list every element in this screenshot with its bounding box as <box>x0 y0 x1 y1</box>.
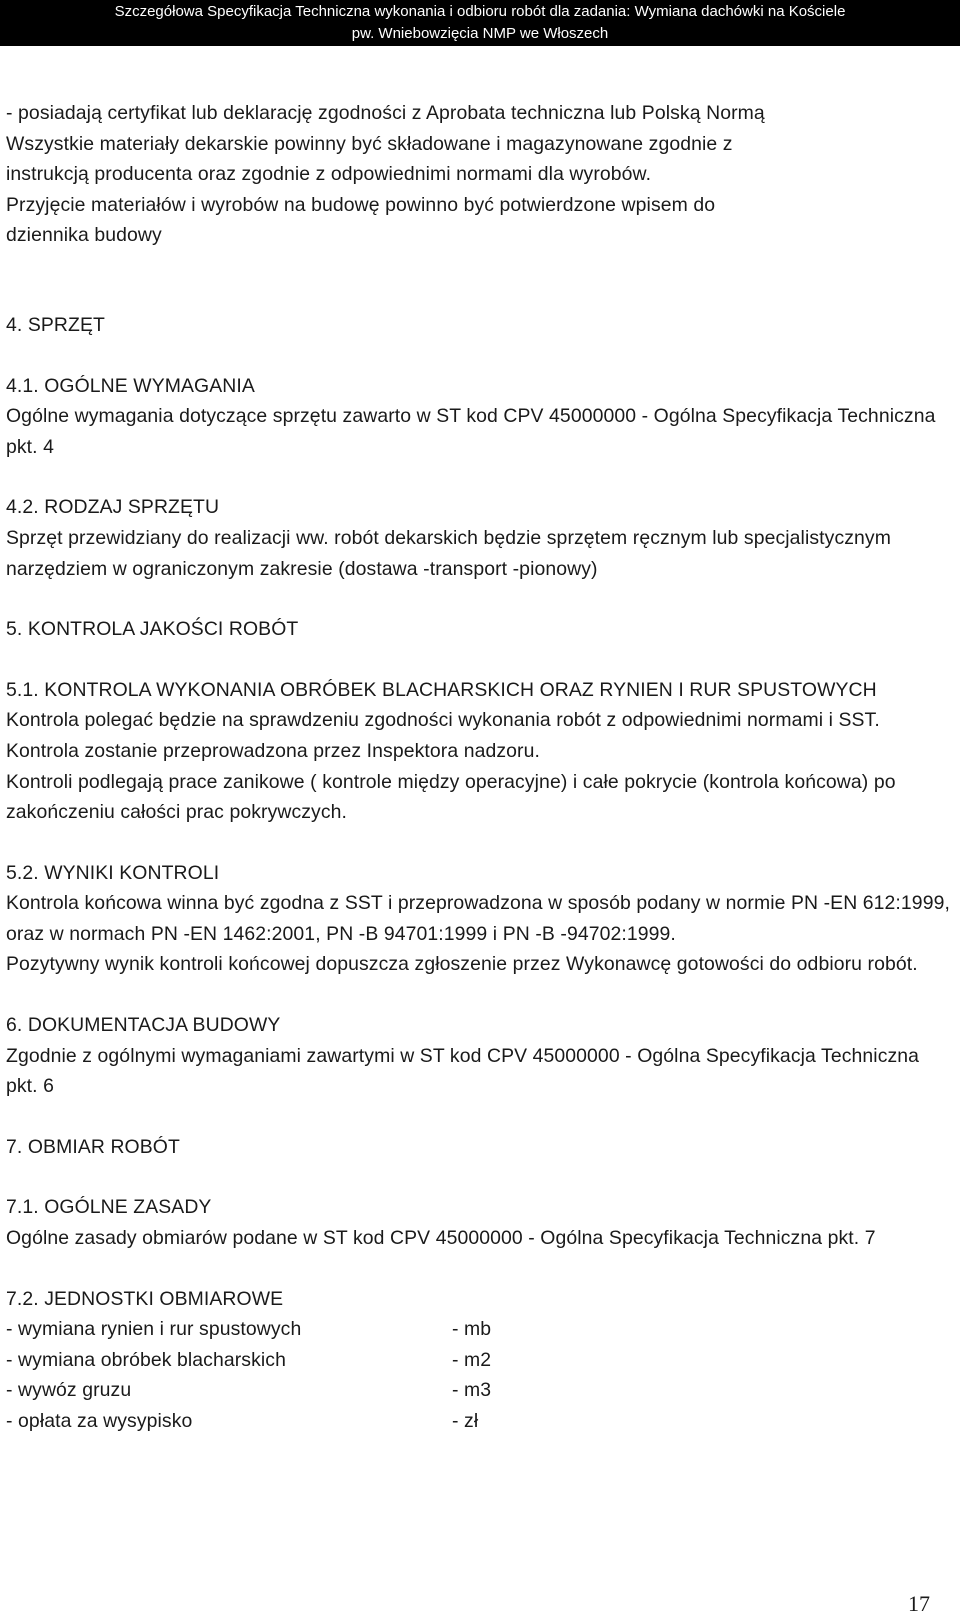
section-4-2-heading: 4.2. RODZAJ SPRZĘTU <box>6 496 220 519</box>
section-7-1-heading: 7.1. OGÓLNE ZASADY <box>6 1196 212 1219</box>
spacer <box>6 462 951 492</box>
units-row <box>6 1406 951 1437</box>
section-5-2-text: Kontrola końcowa winna być zgodna z SST i przeprowadzona w sposób podany w normie PN -EN 612:1999, oraz w normach PN -EN 1462:2001, PN -B 94701:1999 i PN -B -94702:1999. <box>6 892 950 945</box>
units-row <box>6 1345 951 1376</box>
unit-item-value: - zł <box>452 1410 479 1432</box>
section-6-text: Zgodnie z ogólnymi wymaganiami zawartymi w ST kod CPV 45000000 - Ogólna Specyfikacja Techniczna pkt. 6 <box>6 1044 920 1098</box>
unit-item-value: - mb <box>452 1318 492 1341</box>
unit-item-value: - m3 <box>452 1379 492 1402</box>
section-5-1-heading: 5.1. KONTROLA WYKONANIA OBRÓBEK BLACHARSKICH ORAZ RYNIEN I RUR SPUSTOWYCH <box>6 678 877 701</box>
section-5-1-text: Kontroli podlegają prace zanikowe ( kontrole między operacyjne) i całe pokrycie (kontrola końcowa) po zakończeniu całości prac pokrywczych. <box>6 770 896 824</box>
unit-item-name: - wymiana rynien i rur spustowych <box>6 1318 302 1341</box>
spacer <box>6 828 951 858</box>
spacer <box>6 1102 951 1132</box>
units-row <box>6 1375 951 1406</box>
section-6-heading: 6. DOKUMENTACJA BUDOWY <box>6 1014 281 1037</box>
section-7-heading: 7. OBMIAR ROBÓT <box>6 1135 180 1158</box>
section-5-1-text: Kontrola polegać będzie na sprawdzeniu zgodności wykonania robót z odpowiednimi normami i SST. Kontrola zostanie przeprowadzona przez Inspektora nadzoru. <box>6 709 880 762</box>
section-7-2-heading: 7.2. JEDNOSTKI OBMIAROWE <box>6 1287 284 1310</box>
unit-item-name: - wywóz gruzu <box>6 1379 132 1402</box>
unit-item-name: - wymiana obróbek blacharskich <box>6 1348 286 1371</box>
spacer <box>6 584 951 614</box>
intro-line: Wszystkie materiały dekarskie powinny być składowane i magazynowane zgodnie z <box>6 132 733 155</box>
section-4-heading: 4. SPRZĘT <box>6 313 105 336</box>
units-row <box>6 1314 951 1345</box>
intro-line: instrukcją producenta oraz zgodnie z odpowiednimi normami dla wyrobów. <box>6 163 652 186</box>
unit-item-name: - opłata za wysypisko <box>6 1410 193 1432</box>
section-5-heading: 5. KONTROLA JAKOŚCI ROBÓT <box>6 618 299 641</box>
intro-line: Przyjęcie materiałów i wyrobów na budowę powinno być potwierdzone wpisem do <box>6 193 716 216</box>
spacer <box>6 341 951 371</box>
section-5-2-heading: 5.2. WYNIKI KONTROLI <box>6 861 220 884</box>
section-4-1-text: Ogólne wymagania dotyczące sprzętu zawarto w ST kod CPV 45000000 - Ogólna Specyfikacja Techniczna pkt. 4 <box>6 405 936 458</box>
spacer <box>6 980 951 1010</box>
section-4-1-heading: 4.1. OGÓLNE WYMAGANIA <box>6 374 255 397</box>
header-title-line-2: pw. Wniebowzięcia NMP we Włoszech <box>351 25 609 42</box>
section-5-2-text: Pozytywny wynik kontroli końcowej dopuszcza zgłoszenie przez Wykonawcę gotowości do odbioru robót. <box>6 953 918 976</box>
spacer <box>6 645 951 675</box>
document-body <box>6 98 951 1437</box>
intro-line: - posiadają certyfikat lub deklarację zgodności z Aprobata techniczna lub Polską Normą <box>6 102 765 124</box>
section-4-2-text: Sprzęt przewidziany do realizacji ww. robót dekarskich będzie sprzętem ręcznym lub specjalistycznym narzędziem w ograniczonym zakresie (dostawa -transport -pionowy) <box>6 526 891 580</box>
page-header <box>0 0 960 46</box>
spacer <box>6 1254 951 1284</box>
units-list <box>6 1314 951 1436</box>
unit-item-value: - m2 <box>452 1348 492 1371</box>
intro-line: dziennika budowy <box>6 224 162 247</box>
spacer <box>6 251 951 310</box>
page-number: 17 <box>908 1591 930 1616</box>
header-title-line-1: Szczegółowa Specyfikacja Techniczna wykonania i odbioru robót dla zadania: Wymiana dachówki na Kościele <box>114 3 846 20</box>
spacer <box>6 1162 951 1192</box>
section-7-1-text: Ogólne zasady obmiarów podane w ST kod CPV 45000000 - Ogólna Specyfikacja Techniczna pkt. 7 <box>6 1227 876 1250</box>
